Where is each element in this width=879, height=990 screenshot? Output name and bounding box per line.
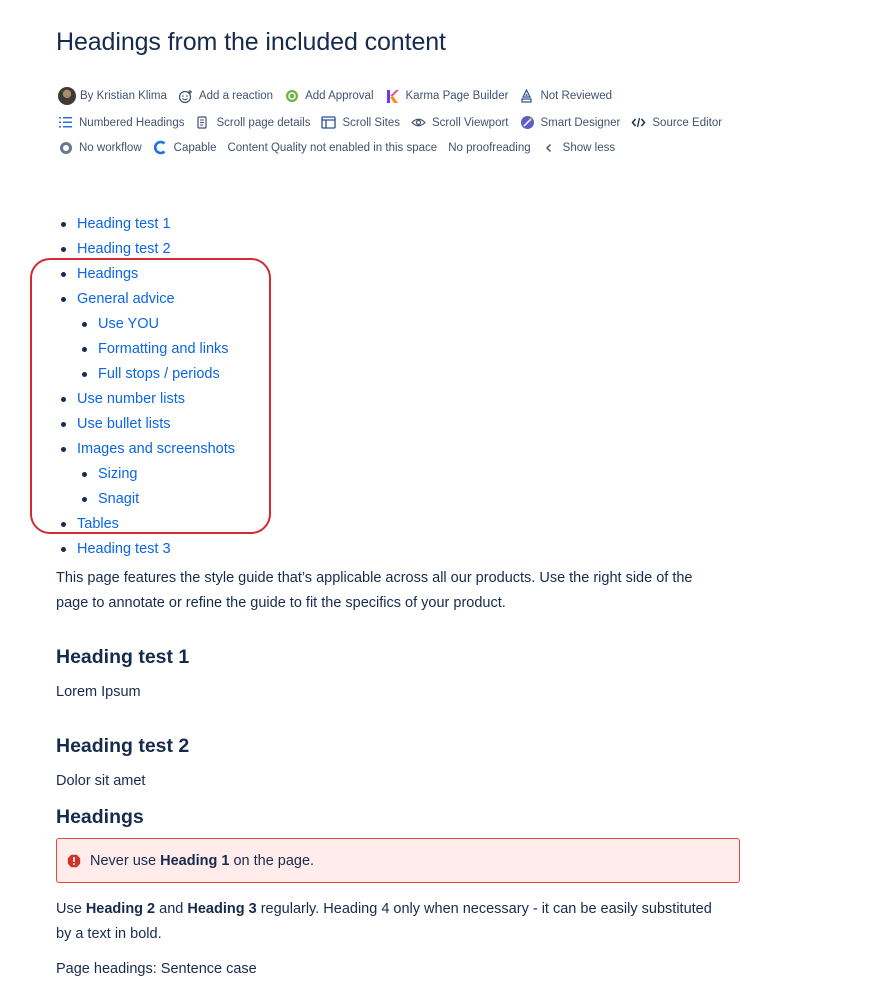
approval-icon <box>284 89 299 104</box>
scroll-sites-label: Scroll Sites <box>342 116 400 129</box>
warning-panel <box>56 838 740 883</box>
toc-link-tables[interactable]: Tables <box>77 516 119 532</box>
author-byline[interactable] <box>58 87 167 105</box>
scroll-page-details-button[interactable] <box>195 115 310 130</box>
karma-page-builder-button[interactable] <box>385 89 509 104</box>
no-workflow-button[interactable] <box>58 140 142 155</box>
add-reaction-button[interactable] <box>178 89 273 104</box>
author-label[interactable]: By Kristian Klima <box>80 90 167 102</box>
scroll-sites-button[interactable] <box>321 115 400 130</box>
show-less-button[interactable] <box>542 140 615 155</box>
toc-link-images-and-screenshots[interactable]: Images and screenshots <box>77 441 235 457</box>
capable-icon <box>153 140 168 155</box>
warning-text: Never use Heading 1 on the page. <box>90 852 315 869</box>
toc-link-formatting-and-links[interactable]: Formatting and links <box>98 341 229 357</box>
numbered-list-icon <box>58 115 73 130</box>
use-headings-line-2: by a text in bold. <box>56 926 162 942</box>
toc-link-heading-test-3[interactable]: Heading test 3 <box>77 541 171 557</box>
intro-paragraph <box>56 566 693 616</box>
smart-designer-label: Smart Designer <box>540 116 621 129</box>
byline-row-1 <box>58 87 623 105</box>
karma-label: Karma Page Builder <box>405 90 509 102</box>
chevron-left-icon <box>542 140 557 155</box>
heading-test-2: Heading test 2 <box>56 735 190 757</box>
add-approval-button[interactable] <box>284 89 373 104</box>
toc-link-use-number-lists[interactable]: Use number lists <box>77 391 185 407</box>
numbered-headings-label: Numbered Headings <box>79 116 185 129</box>
use-headings-paragraph <box>56 897 712 947</box>
capable-button[interactable] <box>153 140 217 155</box>
designer-icon <box>520 115 535 130</box>
content-quality-button[interactable] <box>227 142 437 154</box>
toc-item <box>56 212 235 237</box>
toc-link-heading-test-1[interactable]: Heading test 1 <box>77 216 171 232</box>
no-proofreading-button[interactable] <box>448 142 530 154</box>
smart-designer-button[interactable] <box>520 115 621 130</box>
intro-line-1: This page features the style guide that’s applicable across all our products. Use the right side of the <box>56 570 693 586</box>
toc-item <box>56 537 235 562</box>
annotation-highlight-box <box>30 258 271 534</box>
emoji-add-icon <box>178 89 193 104</box>
dolor-paragraph: Dolor sit amet <box>56 773 146 789</box>
no-proofreading-label: No proofreading <box>448 141 531 154</box>
byline-row-3 <box>58 140 626 155</box>
capable-label: Capable <box>173 141 217 154</box>
sites-icon <box>321 115 336 130</box>
scroll-viewport-button[interactable] <box>411 115 509 130</box>
viewport-icon <box>411 115 426 130</box>
not-reviewed-label: Not Reviewed <box>540 90 613 102</box>
heading-headings: Headings <box>56 806 144 828</box>
add-approval-label: Add Approval <box>305 90 374 102</box>
warning-icon <box>67 854 81 868</box>
toc-link-use-you[interactable]: Use YOU <box>98 316 159 332</box>
content-quality-label: Content Quality not enabled in this space <box>227 141 438 154</box>
no-workflow-label: No workflow <box>79 141 142 154</box>
heading-test-1: Heading test 1 <box>56 646 190 668</box>
toc-link-snagit[interactable]: Snagit <box>98 491 140 507</box>
source-editor-button[interactable] <box>631 115 722 130</box>
code-icon <box>631 115 646 130</box>
not-reviewed-button[interactable] <box>519 89 612 104</box>
toc-link-full-stops[interactable]: Full stops / periods <box>98 366 220 382</box>
toc-link-heading-test-2[interactable]: Heading test 2 <box>77 241 171 257</box>
review-icon <box>519 89 534 104</box>
toc-link-sizing[interactable]: Sizing <box>98 466 138 482</box>
scroll-viewport-label: Scroll Viewport <box>432 116 509 129</box>
page-details-icon <box>195 115 210 130</box>
scroll-page-details-label: Scroll page details <box>216 116 311 129</box>
toc-link-headings[interactable]: Headings <box>77 266 139 282</box>
show-less-label: Show less <box>562 141 616 154</box>
use-headings-line-1: Use Heading 2 and Heading 3 regularly. Heading 4 only when necessary - it can be easily substituted <box>56 901 712 917</box>
toc-link-general-advice[interactable]: General advice <box>77 291 175 307</box>
lorem-paragraph: Lorem Ipsum <box>56 684 141 700</box>
byline-row-2 <box>58 115 733 130</box>
intro-line-2: page to annotate or refine the guide to fit the specifics of your product. <box>56 595 506 611</box>
toc-link-use-bullet-lists[interactable]: Use bullet lists <box>77 416 171 432</box>
page-headings-paragraph: Page headings: Sentence case <box>56 961 257 977</box>
karma-icon <box>385 89 400 104</box>
avatar[interactable] <box>58 87 76 105</box>
source-editor-label: Source Editor <box>652 116 723 129</box>
page-title: Headings from the included content <box>56 28 446 56</box>
numbered-headings-button[interactable] <box>58 115 184 130</box>
workflow-icon <box>58 140 73 155</box>
add-reaction-label: Add a reaction <box>198 90 274 102</box>
